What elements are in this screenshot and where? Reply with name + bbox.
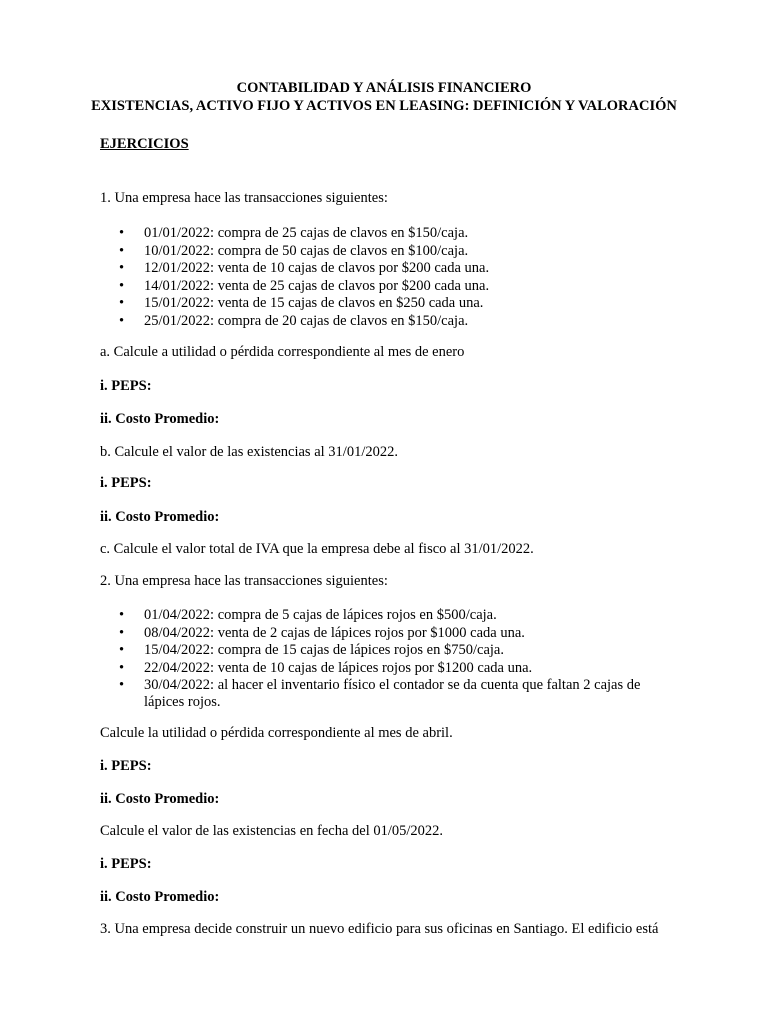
bullet-icon: • (119, 677, 125, 693)
exercise-2-q2-peps-label: i. PEPS: (100, 856, 152, 872)
exercise-1-transactions-list (100, 225, 680, 330)
list-item: • 15/01/2022: venta de 15 cajas de clavos en $250 cada una. (119, 295, 484, 311)
bullet-icon: • (119, 277, 125, 294)
exercise-2-transactions-list (100, 607, 680, 711)
exercise-1-question-b: b. Calcule el valor de las existencias al 31/01/2022. (100, 444, 398, 460)
list-item: • 01/04/2022: compra de 5 cajas de lápices rojos en $500/caja. (119, 607, 497, 623)
exercise-2-q1-peps-label: i. PEPS: (100, 758, 152, 774)
exercise-1-question-a: a. Calcule a utilidad o pérdida correspondiente al mes de enero (100, 344, 465, 360)
bullet-icon: • (119, 607, 125, 623)
list-item: • 25/01/2022: compra de 20 cajas de clavos en $150/caja. (119, 312, 469, 329)
exercise-1-question-c: c. Calcule el valor total de IVA que la empresa debe al fisco al 31/01/2022. (100, 541, 534, 557)
bullet-icon: • (119, 260, 125, 276)
bullet-icon: • (119, 312, 125, 329)
exercise-2-q2-promedio-label: ii. Costo Promedio: (100, 889, 220, 905)
bullet-icon: • (119, 659, 125, 676)
bullet-icon: • (119, 225, 125, 241)
document-title-line-2: EXISTENCIAS, ACTIVO FIJO Y ACTIVOS EN LEASING: DEFINICIÓN Y VALORACIÓN (91, 98, 677, 114)
exercise-1-a-peps-label: i. PEPS: (100, 378, 152, 394)
exercise-1-a-promedio-label: ii. Costo Promedio: (100, 411, 220, 427)
document-title-line-1: CONTABILIDAD Y ANÁLISIS FINANCIERO (236, 80, 532, 96)
list-item: • 10/01/2022: compra de 50 cajas de clavos en $100/caja. (119, 242, 469, 259)
list-item: • 08/04/2022: venta de 2 cajas de lápices rojos por $1000 cada una. (119, 624, 525, 641)
bullet-icon: • (119, 642, 125, 658)
exercise-2-intro: 2. Una empresa hace las transacciones siguientes: (100, 573, 388, 589)
bullet-icon: • (119, 242, 125, 259)
exercise-2-q1-promedio-label: ii. Costo Promedio: (100, 791, 220, 807)
list-item: • 01/01/2022: compra de 25 cajas de clavos en $150/caja. (119, 225, 469, 241)
exercise-1-b-promedio-label: ii. Costo Promedio: (100, 509, 220, 525)
list-item: • 22/04/2022: venta de 10 cajas de lápices rojos por $1200 cada una. (119, 659, 533, 676)
exercise-3-intro: 3. Una empresa decide construir un nuevo edificio para sus oficinas en Santiago. El edificio está (100, 921, 659, 937)
bullet-icon: • (119, 295, 125, 311)
bullet-icon: • (119, 624, 125, 641)
section-heading-ejercicios: EJERCICIOS (100, 136, 189, 152)
list-item: • 14/01/2022: venta de 25 cajas de clavos por $200 cada una. (119, 277, 490, 294)
exercise-1-b-peps-label: i. PEPS: (100, 475, 152, 491)
exercise-2-question-1: Calcule la utilidad o pérdida correspondiente al mes de abril. (100, 725, 453, 741)
list-item: • 15/04/2022: compra de 15 cajas de lápices rojos en $750/caja. (119, 642, 504, 658)
list-item: • 30/04/2022: al hacer el inventario físico el contador se da cuenta que faltan 2 cajas de lápices rojos. (119, 677, 641, 710)
exercise-2-question-2: Calcule el valor de las existencias en fecha del 01/05/2022. (100, 823, 444, 839)
list-item: • 12/01/2022: venta de 10 cajas de clavos por $200 cada una. (119, 260, 490, 276)
exercise-1-intro: 1. Una empresa hace las transacciones siguientes: (100, 190, 388, 206)
